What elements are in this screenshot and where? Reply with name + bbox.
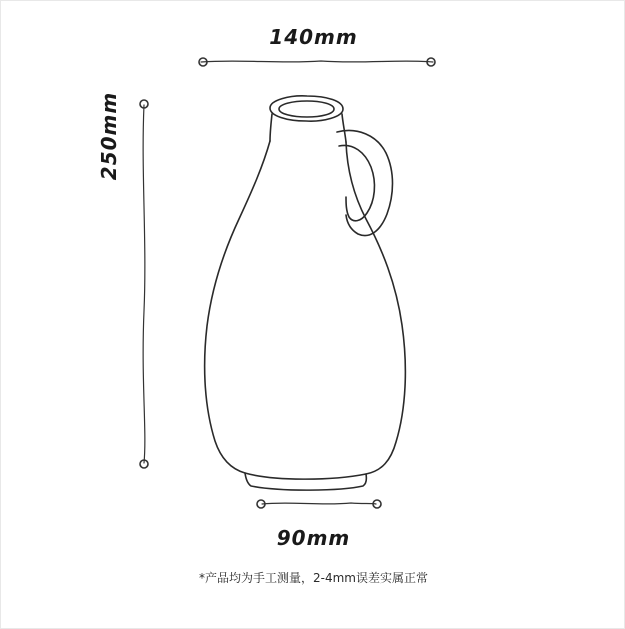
height-dimension-label: [97, 56, 121, 216]
width-dimension-line: [199, 58, 435, 66]
base-dimension-line: [257, 500, 381, 508]
vase-body: [205, 141, 406, 490]
height-dimension-line: [140, 100, 148, 468]
width-dimension-label: 140mm: [269, 25, 358, 49]
vase-handle: [337, 131, 393, 236]
vase-rim: [270, 96, 343, 121]
measurement-tolerance-note: *产品均为手工测量，2-4mm误差实属正常: [199, 571, 428, 585]
base-dimension-label: 90mm: [276, 526, 351, 550]
height-dimension-label-text: 250mm: [97, 91, 121, 181]
